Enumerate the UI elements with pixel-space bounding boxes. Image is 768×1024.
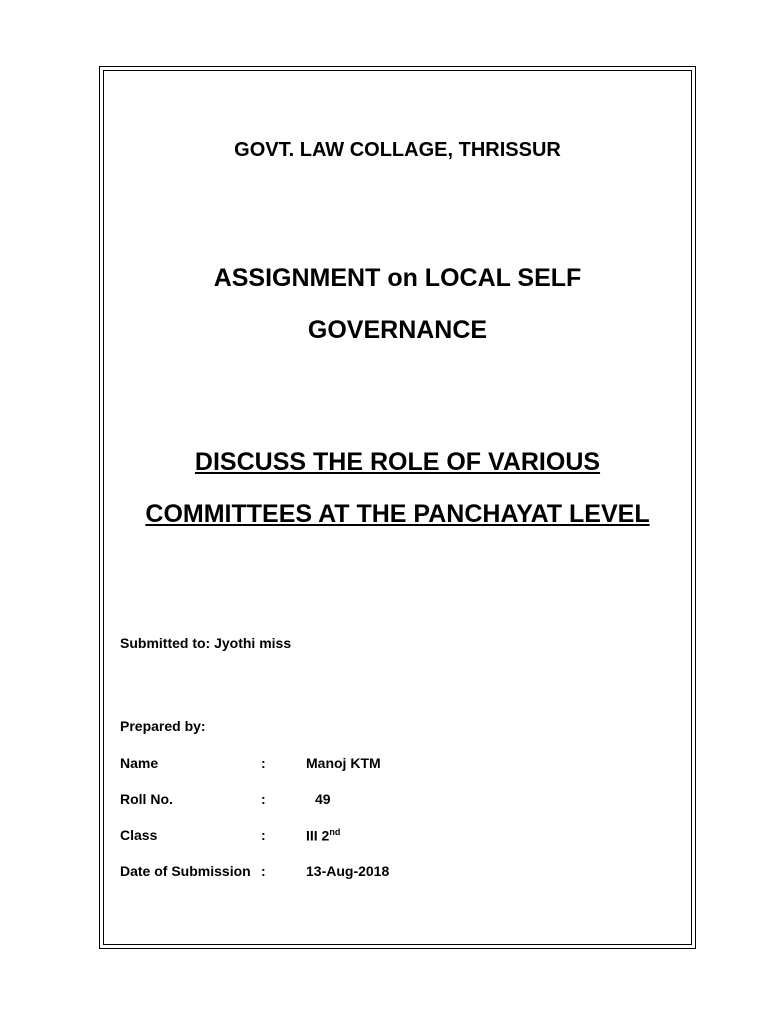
topic-title-line2: COMMITTEES AT THE PANCHAYAT LEVEL [145,500,650,528]
prepared-by: Prepared by: [120,718,206,734]
class-label: Class [120,827,158,843]
roll-colon: : [261,791,266,807]
roll-label: Roll No. [120,791,173,807]
topic-title-line1: DISCUSS THE ROLE OF VARIOUS [194,448,601,476]
class-value-main: III 2 [306,827,330,844]
roll-value: 49 [315,791,331,807]
date-label: Date of Submission [120,863,251,879]
class-value-sup: nd [329,827,341,837]
college-name: GOVT. LAW COLLAGE, THRISSUR [234,139,561,161]
class-colon: : [261,827,266,843]
name-value: Manoj KTM [306,755,381,771]
date-colon: : [261,863,266,879]
assignment-title-line1: ASSIGNMENT on LOCAL SELF [213,264,582,292]
name-colon: : [261,755,266,771]
date-value: 13-Aug-2018 [306,863,390,879]
name-label: Name [120,755,159,771]
class-value [306,827,340,844]
submitted-to: Submitted to: Jyothi miss [120,635,292,651]
assignment-title-line2: GOVERNANCE [307,316,488,344]
